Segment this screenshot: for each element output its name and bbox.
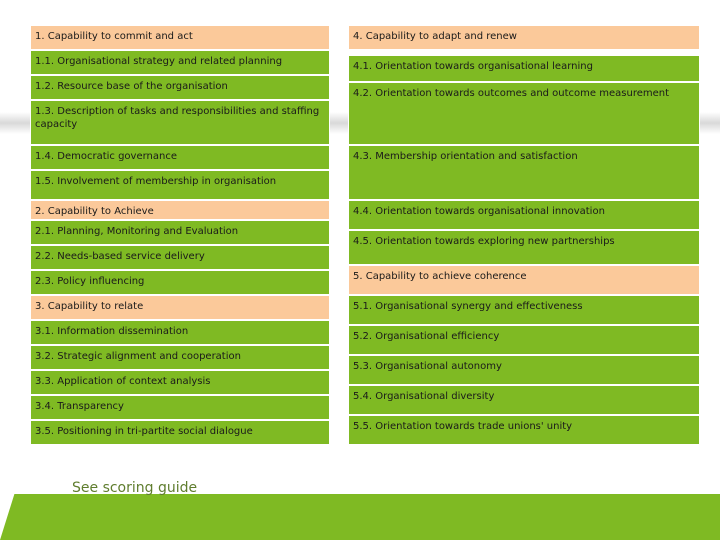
- capability-4-4: 4.4. Orientation towards organisational innovation: [348, 200, 700, 230]
- capability-3-header: 3. Capability to relate: [30, 295, 330, 320]
- capability-3-5: 3.5. Positioning in tri-partite social dialogue: [30, 420, 330, 445]
- capability-2-2: 2.2. Needs-based service delivery: [30, 245, 330, 270]
- capability-3-2: 3.2. Strategic alignment and cooperation: [30, 345, 330, 370]
- capability-2-header: 2. Capability to Achieve: [30, 200, 330, 220]
- capability-2-1: 2.1. Planning, Monitoring and Evaluation: [30, 220, 330, 245]
- capability-1-2: 1.2. Resource base of the organisation: [30, 75, 330, 100]
- capability-1-header: 1. Capability to commit and act: [30, 25, 330, 50]
- capability-4-5: 4.5. Orientation towards exploring new partnerships: [348, 230, 700, 265]
- capability-4-3: 4.3. Membership orientation and satisfaction: [348, 145, 700, 200]
- capability-5-3: 5.3. Organisational autonomy: [348, 355, 700, 385]
- capability-2-3: 2.3. Policy influencing: [30, 270, 330, 295]
- bottom-green-band: [0, 494, 720, 540]
- capability-3-3: 3.3. Application of context analysis: [30, 370, 330, 395]
- capability-5-1: 5.1. Organisational synergy and effectiveness: [348, 295, 700, 325]
- capability-1-4: 1.4. Democratic governance: [30, 145, 330, 170]
- capability-5-4: 5.4. Organisational diversity: [348, 385, 700, 415]
- capability-4-1: 4.1. Orientation towards organisational learning: [348, 55, 700, 82]
- capability-4-header: 4. Capability to adapt and renew: [348, 25, 700, 50]
- capability-5-2: 5.2. Organisational efficiency: [348, 325, 700, 355]
- capability-5-header: 5. Capability to achieve coherence: [348, 265, 700, 295]
- capability-5-5: 5.5. Orientation towards trade unions' unity: [348, 415, 700, 445]
- capability-4-2: 4.2. Orientation towards outcomes and outcome measurement: [348, 82, 700, 145]
- capability-1-5: 1.5. Involvement of membership in organisation: [30, 170, 330, 200]
- capability-3-4: 3.4. Transparency: [30, 395, 330, 420]
- capability-1-3: 1.3. Description of tasks and responsibilities and staffing capacity: [30, 100, 330, 145]
- capability-1-1: 1.1. Organisational strategy and related planning: [30, 50, 330, 75]
- capability-3-1: 3.1. Information dissemination: [30, 320, 330, 345]
- see-scoring-guide-link[interactable]: See scoring guide: [72, 480, 198, 496]
